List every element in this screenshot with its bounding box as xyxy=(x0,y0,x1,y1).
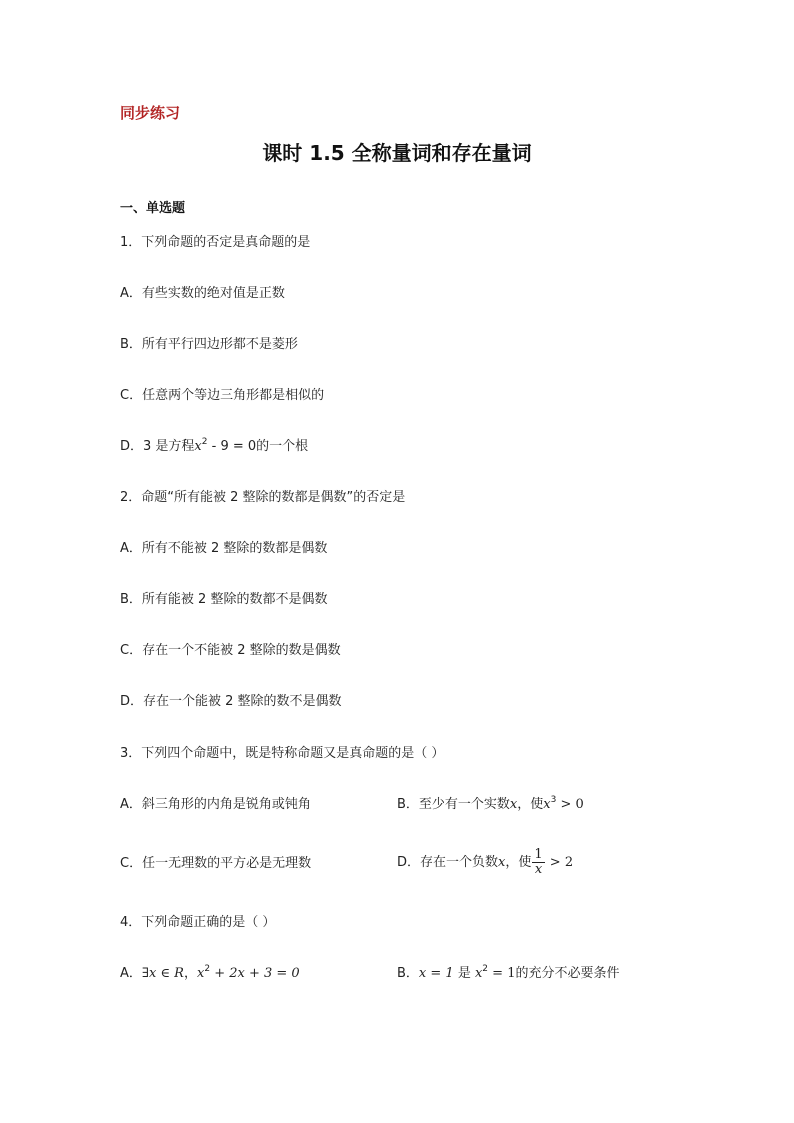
math-expression: x = 1 xyxy=(418,966,454,981)
option-b-mid: 是 xyxy=(453,966,475,981)
math-expression: - 9 = 0 xyxy=(207,439,257,454)
question-1-option-b: B．所有平行四边形都不是菱形 xyxy=(120,337,298,352)
question-2-option-a: A．所有不能被 2 整除的数都是偶数 xyxy=(120,541,328,556)
math-variable: x xyxy=(194,439,202,454)
question-1-option-a: A．有些实数的绝对值是正数 xyxy=(120,286,285,301)
question-4-option-a xyxy=(120,965,300,984)
question-3-stem: 3．下列四个命题中，既是特称命题又是真命题的是（ ） xyxy=(120,746,445,761)
fraction-numerator: 1 xyxy=(534,847,543,862)
option-d-text: D．3 是方程 xyxy=(120,439,195,454)
question-2-option-c: C．存在一个不能被 2 整除的数是偶数 xyxy=(120,643,341,658)
math-expression: ∃x ∈ R xyxy=(141,966,184,981)
question-3-option-b xyxy=(397,796,584,815)
math-expression: + 2x + 3 = 0 xyxy=(210,966,300,981)
option-b-suffix: 的充分不必要条件 xyxy=(515,966,620,981)
question-1-stem: 1．下列命题的否定是真命题的是 xyxy=(120,235,311,250)
math-exponent: 2 xyxy=(201,437,208,447)
math-expression: > 0 xyxy=(556,797,584,812)
math-fraction xyxy=(532,848,544,877)
page-title: 课时 1.5 全称量词和存在量词 xyxy=(262,141,532,165)
question-3-option-d xyxy=(397,845,573,881)
question-1-option-c: C．任意两个等边三角形都是相似的 xyxy=(120,388,325,403)
option-d-mid: ，使 xyxy=(505,855,532,870)
math-expression: = 1 xyxy=(488,966,516,981)
option-a-separator: ， xyxy=(183,966,197,981)
math-variable: x xyxy=(543,797,551,812)
math-exponent: 2 xyxy=(204,964,211,974)
practice-tag: 同步练习 xyxy=(120,104,181,122)
question-4-stem: 4．下列命题正确的是（ ） xyxy=(120,915,276,930)
question-3-option-c: C．任一无理数的平方必是无理数 xyxy=(120,856,312,871)
fraction-denominator: x xyxy=(534,862,543,877)
option-d-text: D．存在一个负数 xyxy=(397,855,499,870)
math-variable: x xyxy=(498,855,506,870)
question-3-option-a: A．斜三角形的内角是锐角或钝角 xyxy=(120,797,311,812)
option-d-suffix: 的一个根 xyxy=(256,439,309,454)
math-variable: x xyxy=(509,797,518,812)
math-expression: > 2 xyxy=(545,855,574,870)
section-title: 一、单选题 xyxy=(120,201,186,216)
question-2-option-d: D．存在一个能被 2 整除的数不是偶数 xyxy=(120,694,342,709)
question-2-stem: 2．命题“所有能被 2 整除的数都是偶数”的否定是 xyxy=(120,490,406,505)
math-exponent: 2 xyxy=(482,964,489,974)
question-2-option-b: B．所有能被 2 整除的数都不是偶数 xyxy=(120,592,328,607)
option-b-mid: ，使 xyxy=(517,797,544,812)
option-a-label: A． xyxy=(120,966,142,981)
math-exponent: 3 xyxy=(550,795,557,805)
math-variable: x xyxy=(196,966,205,981)
option-b-label: B． xyxy=(397,966,419,981)
math-variable: x xyxy=(474,966,483,981)
option-b-text: B．至少有一个实数 xyxy=(397,797,510,812)
question-1-option-d xyxy=(120,438,308,457)
question-4-option-b xyxy=(397,965,619,984)
